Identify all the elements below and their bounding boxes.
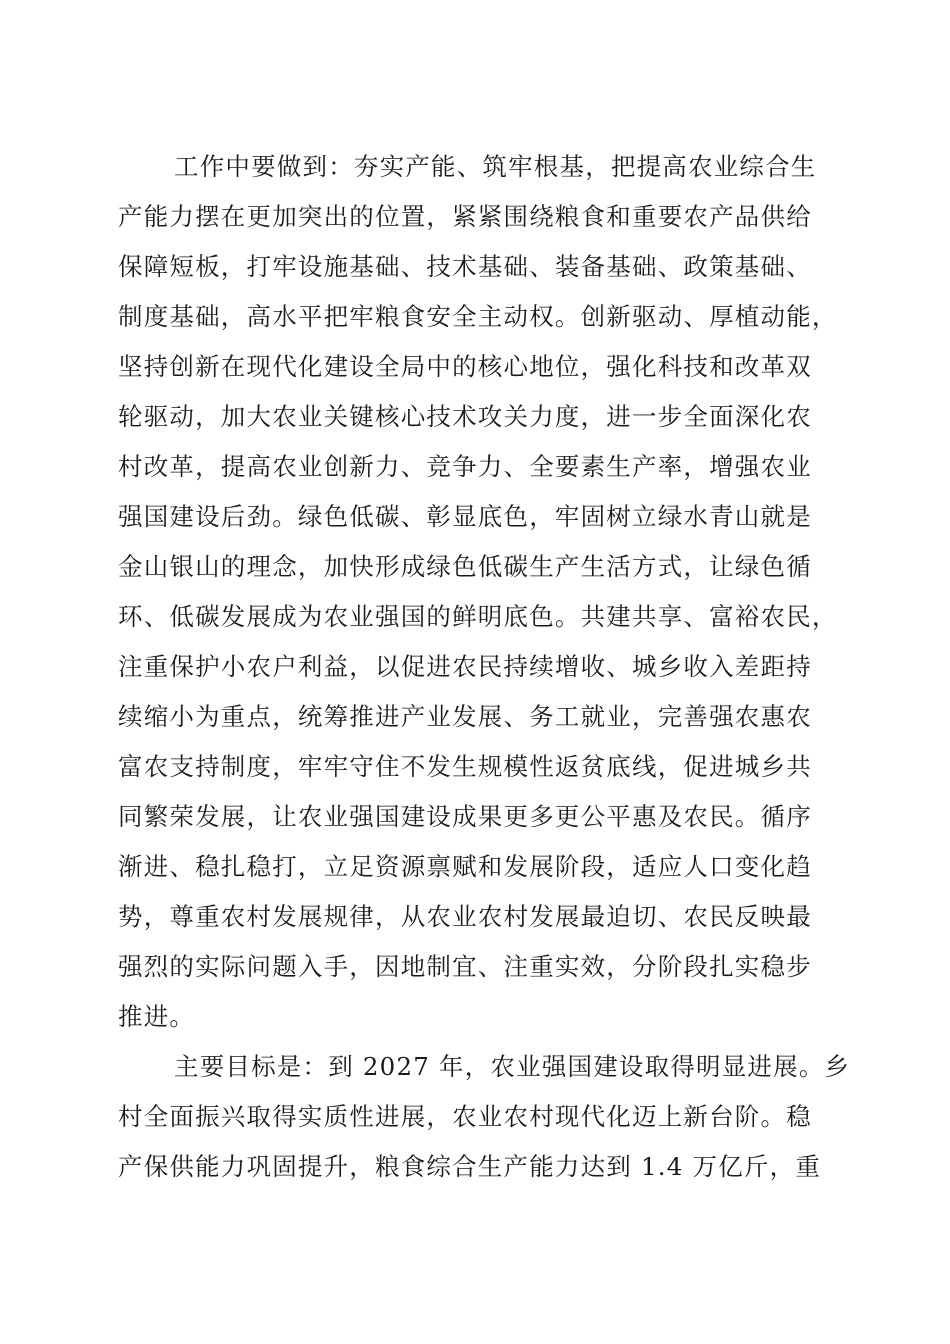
text-line: 富农支持制度，牢牢守住不发生规模性返贫底线，促进城乡共 bbox=[118, 752, 812, 781]
paragraph-main-goals bbox=[118, 1042, 851, 1192]
text-line: 续缩小为重点，统筹推进产业发展、务工就业，完善强农惠农 bbox=[118, 702, 812, 731]
text-line: 同繁荣发展，让农业强国建设成果更多更公平惠及农民。循序 bbox=[118, 802, 812, 831]
text-line: 制度基础，高水平把牢粮食安全主动权。创新驱动、厚植动能， bbox=[118, 302, 838, 331]
paragraph-work-requirements bbox=[118, 142, 838, 1042]
text-line: 金山银山的理念，加快形成绿色低碳生产生活方式，让绿色循 bbox=[118, 552, 812, 581]
text-line: 主要目标是：到 2027 年，农业强国建设取得明显进展。乡 bbox=[174, 1052, 851, 1081]
text-line: 环、低碳发展成为农业强国的鲜明底色。共建共享、富裕农民， bbox=[118, 602, 838, 631]
text-line: 注重保护小农户利益，以促进农民持续增收、城乡收入差距持 bbox=[118, 652, 812, 681]
text-line: 产保供能力巩固提升，粮食综合生产能力达到 1.4 万亿斤，重 bbox=[118, 1152, 822, 1181]
text-line: 坚持创新在现代化建设全局中的核心地位，强化科技和改革双 bbox=[118, 352, 812, 381]
text-line: 渐进、稳扎稳打，立足资源禀赋和发展阶段，适应人口变化趋 bbox=[118, 852, 812, 881]
text-line: 轮驱动，加大农业关键核心技术攻关力度，进一步全面深化农 bbox=[118, 402, 812, 431]
text-line: 保障短板，打牢设施基础、技术基础、装备基础、政策基础、 bbox=[118, 252, 812, 281]
document-body bbox=[118, 142, 851, 1192]
text-line: 势，尊重农村发展规律，从农业农村发展最迫切、农民反映最 bbox=[118, 902, 812, 931]
text-line: 强国建设后劲。绿色低碳、彰显底色，牢固树立绿水青山就是 bbox=[118, 502, 812, 531]
text-line: 强烈的实际问题入手，因地制宜、注重实效，分阶段扎实稳步 bbox=[118, 952, 812, 981]
text-line: 产能力摆在更加突出的位置，紧紧围绕粮食和重要农产品供给 bbox=[118, 202, 812, 231]
text-line: 村改革，提高农业创新力、竞争力、全要素生产率，增强农业 bbox=[118, 452, 812, 481]
text-line: 工作中要做到：夯实产能、筑牢根基，把提高农业综合生 bbox=[174, 152, 817, 181]
text-line: 推进。 bbox=[118, 1002, 196, 1031]
text-line: 村全面振兴取得实质性进展，农业农村现代化迈上新台阶。稳 bbox=[118, 1102, 812, 1131]
